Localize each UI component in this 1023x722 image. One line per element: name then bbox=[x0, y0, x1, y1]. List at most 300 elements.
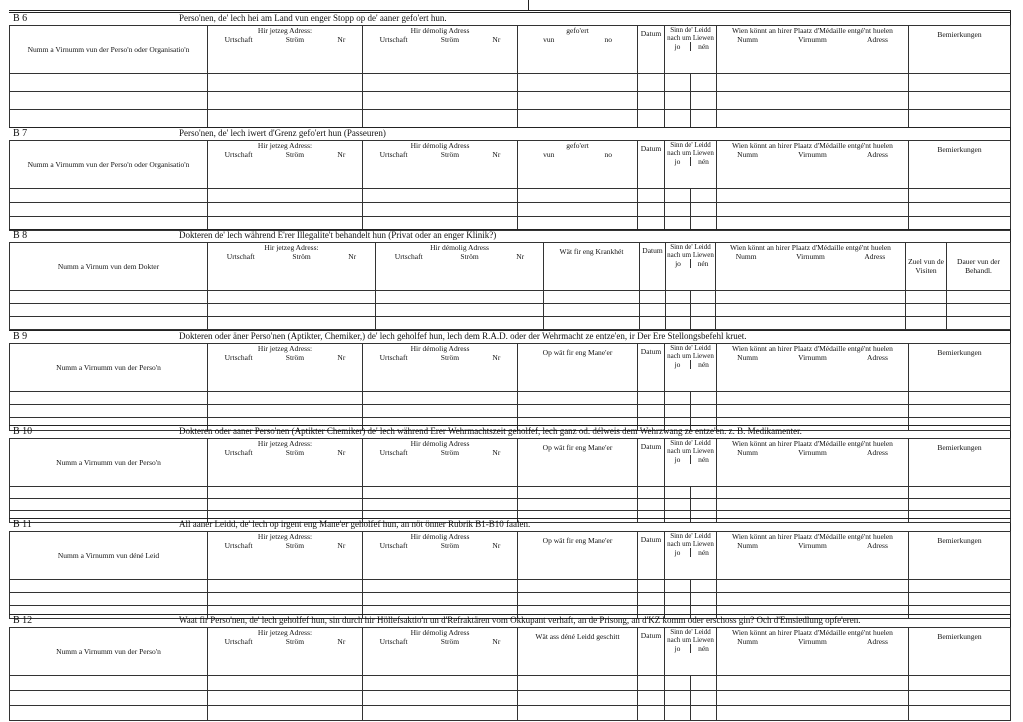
header-former-address bbox=[363, 26, 518, 74]
header-life-danger bbox=[666, 243, 716, 291]
entry-cell[interactable] bbox=[10, 676, 208, 691]
entry-cell[interactable] bbox=[208, 405, 363, 418]
entry-cell[interactable] bbox=[376, 317, 544, 330]
entry-cell[interactable] bbox=[638, 392, 665, 405]
entry-cell[interactable] bbox=[363, 392, 518, 405]
section-title: Perso'nen, de' lech iwert d'Grenz gefo'ert hun (Passeuren) bbox=[179, 128, 386, 138]
section-title: Perso'nen, de' lech hei am Land vun enger Stopp op de' aaner gefo'ert hun. bbox=[179, 13, 447, 23]
entry-cell[interactable] bbox=[717, 405, 909, 418]
section-header bbox=[9, 12, 1011, 24]
entry-cell[interactable] bbox=[10, 691, 208, 706]
header-remarks bbox=[909, 439, 1011, 487]
entry-cell[interactable] bbox=[208, 392, 363, 405]
entry-cell[interactable] bbox=[947, 291, 1011, 304]
entry-cell[interactable] bbox=[638, 676, 665, 691]
entry-cell[interactable] bbox=[665, 676, 717, 691]
entry-cell[interactable] bbox=[665, 499, 717, 511]
entry-cell[interactable] bbox=[665, 392, 717, 405]
entry-cell[interactable] bbox=[638, 706, 665, 721]
surname-label: Numm bbox=[737, 541, 758, 550]
street-label: Ström bbox=[440, 637, 460, 646]
entry-cell[interactable] bbox=[363, 691, 518, 706]
entry-cell[interactable] bbox=[10, 291, 208, 304]
entry-cell[interactable] bbox=[10, 304, 208, 317]
entry-cell[interactable] bbox=[665, 203, 717, 217]
entry-cell[interactable] bbox=[638, 580, 665, 593]
header-life-danger bbox=[665, 532, 717, 580]
firstname-label: Virnumm bbox=[798, 353, 827, 362]
entry-cell[interactable] bbox=[544, 317, 640, 330]
locality-label: Urtschaft bbox=[224, 35, 253, 44]
entry-cell[interactable] bbox=[638, 92, 665, 110]
entry-cell[interactable] bbox=[208, 487, 363, 499]
entry-cell[interactable] bbox=[10, 405, 208, 418]
surname-label: Numm bbox=[737, 35, 758, 44]
header-middle bbox=[518, 532, 638, 580]
yes-label: jo bbox=[665, 42, 691, 51]
entry-cell[interactable] bbox=[906, 291, 947, 304]
locality-label: Urtschaft bbox=[379, 35, 408, 44]
address-label: Adress bbox=[867, 150, 888, 159]
no-label: nén bbox=[697, 259, 709, 268]
former-address-label: Hir démolig Adress bbox=[410, 141, 470, 150]
medal-label: Wien könnt an hirer Plaatz d'Médaille entgé'nt huelen bbox=[730, 243, 891, 252]
section-code: B 12 bbox=[13, 615, 33, 626]
header-current-address bbox=[208, 26, 363, 74]
entry-cell[interactable] bbox=[363, 92, 518, 110]
surname-label: Numm bbox=[737, 637, 758, 646]
entry-cell[interactable] bbox=[666, 317, 716, 330]
entry-cell[interactable] bbox=[10, 110, 208, 128]
entry-cell[interactable] bbox=[638, 110, 665, 128]
entry-cell[interactable] bbox=[906, 304, 947, 317]
street-label: Ström bbox=[440, 541, 460, 550]
section-title: Dokteren de' lech während E'rer Illegalite't behandelt hun (Privat oder an enger Klinik?) bbox=[179, 230, 497, 240]
header-remarks bbox=[909, 532, 1011, 580]
entry-cell[interactable] bbox=[717, 92, 909, 110]
entry-cell[interactable] bbox=[665, 487, 717, 499]
header-medal bbox=[717, 26, 909, 74]
street-label: Ström bbox=[460, 252, 479, 261]
yes-label: jo bbox=[665, 157, 691, 166]
street-label: Ström bbox=[440, 353, 460, 362]
middle-label: Op wät fir eng Mane'er bbox=[542, 348, 613, 357]
entry-cell[interactable] bbox=[906, 317, 947, 330]
number-label: Nr bbox=[492, 448, 501, 457]
section-header bbox=[9, 127, 1011, 139]
locality-label: Urtschaft bbox=[224, 448, 253, 457]
entry-cell[interactable] bbox=[10, 487, 208, 499]
entry-cell[interactable] bbox=[208, 593, 363, 606]
remarks-label: Bemierkungen bbox=[937, 145, 982, 154]
no-label: nén bbox=[698, 157, 709, 166]
medal-label: Wien könnt an hirer Plaatz d'Médaille entgé'nt huelen bbox=[732, 344, 893, 353]
header-life-danger bbox=[665, 141, 717, 189]
entry-cell[interactable] bbox=[363, 110, 518, 128]
locality-label: Urtschaft bbox=[379, 637, 408, 646]
section-title: Dokteren oder aaner Perso'nen (Aptikter Chemiker) de' lech während Erer Wehrmachtszeit geholfef, lech ganz od. délweis dem Wehrzwang ze entze'en. z. B. Medikamenter. bbox=[179, 426, 802, 436]
entry-cell[interactable] bbox=[717, 203, 909, 217]
entry-cell[interactable] bbox=[638, 203, 665, 217]
entry-cell[interactable] bbox=[363, 499, 518, 511]
entry-cell[interactable] bbox=[208, 499, 363, 511]
medal-label: Wien könnt an hirer Plaatz d'Médaille entgé'nt huelen bbox=[732, 141, 893, 150]
life-danger-label: Sinn de' Leidd nach um Liewen bbox=[667, 141, 714, 157]
entry-cell[interactable] bbox=[10, 580, 208, 593]
entry-cell[interactable] bbox=[909, 92, 1011, 110]
entry-cell[interactable] bbox=[208, 706, 363, 721]
entry-cell[interactable] bbox=[638, 691, 665, 706]
no-label: nén bbox=[698, 42, 709, 51]
entry-cell[interactable] bbox=[665, 189, 717, 203]
life-danger-label: Sinn de' Leidd nach um Liewen bbox=[667, 243, 714, 259]
locality-label: Urtschaft bbox=[224, 150, 253, 159]
entry-cell[interactable] bbox=[376, 291, 544, 304]
header-visits bbox=[906, 243, 947, 291]
entry-cell[interactable] bbox=[363, 593, 518, 606]
no-label: nén bbox=[698, 455, 709, 464]
entry-cell[interactable] bbox=[909, 499, 1011, 511]
entry-cell[interactable] bbox=[208, 110, 363, 128]
entry-cell[interactable] bbox=[518, 499, 638, 511]
header-date bbox=[638, 141, 665, 189]
header-duration bbox=[947, 243, 1011, 291]
life-danger-label: Sinn de' Leidd nach um Liewen bbox=[667, 628, 714, 644]
number-label: Nr bbox=[337, 541, 346, 550]
entry-cell[interactable] bbox=[518, 580, 638, 593]
entry-cell[interactable] bbox=[363, 676, 518, 691]
surname-label: Numm bbox=[737, 448, 758, 457]
entry-cell[interactable] bbox=[717, 74, 909, 92]
locality-label: Urtschaft bbox=[379, 150, 408, 159]
entry-cell[interactable] bbox=[665, 74, 717, 92]
first-column-label: Numm a Virnumm vun der Perso'n bbox=[56, 363, 161, 372]
number-label: Nr bbox=[492, 353, 501, 362]
entry-cell[interactable] bbox=[716, 304, 906, 317]
entry-cell[interactable] bbox=[518, 487, 638, 499]
date-label: Datum bbox=[640, 144, 662, 153]
first-column-label: Numm a Virnumm vun der Perso'n oder Organisatio'n bbox=[27, 160, 190, 169]
header-former-address bbox=[363, 439, 518, 487]
middle-label: Wät fir eng Krankhét bbox=[559, 247, 624, 256]
entry-cell[interactable] bbox=[10, 706, 208, 721]
current-address-label: Hir jetzeg Adress: bbox=[257, 26, 313, 35]
entry-cell[interactable] bbox=[665, 706, 717, 721]
entry-cell[interactable] bbox=[717, 499, 909, 511]
section-table bbox=[9, 242, 1011, 330]
entry-cell[interactable] bbox=[363, 74, 518, 92]
header-remarks bbox=[909, 628, 1011, 676]
entry-cell[interactable] bbox=[909, 392, 1011, 405]
entry-cell[interactable] bbox=[638, 189, 665, 203]
section-code: B 6 bbox=[13, 13, 28, 24]
entry-cell[interactable] bbox=[10, 593, 208, 606]
header-name bbox=[10, 628, 208, 676]
locality-label: Urtschaft bbox=[379, 353, 408, 362]
middle-label: Op wät fir eng Mane'er bbox=[542, 443, 613, 452]
entry-cell[interactable] bbox=[376, 304, 544, 317]
life-danger-label: Sinn de' Leidd nach um Liewen bbox=[667, 532, 714, 548]
entry-cell[interactable] bbox=[363, 487, 518, 499]
entry-cell[interactable] bbox=[10, 203, 208, 217]
address-label: Adress bbox=[867, 353, 888, 362]
entry-cell[interactable] bbox=[363, 706, 518, 721]
header-current-address bbox=[208, 628, 363, 676]
former-address-label: Hir démolig Adress bbox=[430, 243, 489, 252]
firstname-label: Virnumm bbox=[798, 448, 827, 457]
remarks-label: Bemierkungen bbox=[937, 348, 982, 357]
header-date bbox=[638, 344, 665, 392]
header-middle bbox=[518, 439, 638, 487]
entry-cell[interactable] bbox=[518, 74, 638, 92]
remarks-label: Bemierkungen bbox=[937, 30, 982, 39]
entry-cell[interactable] bbox=[717, 593, 909, 606]
entry-cell[interactable] bbox=[518, 110, 638, 128]
yes-label: jo bbox=[665, 360, 691, 369]
entry-cell[interactable] bbox=[909, 593, 1011, 606]
entry-cell[interactable] bbox=[638, 405, 665, 418]
entry-cell[interactable] bbox=[909, 706, 1011, 721]
header-middle bbox=[518, 344, 638, 392]
header-current-address bbox=[208, 344, 363, 392]
entry-cell[interactable] bbox=[363, 580, 518, 593]
entry-cell[interactable] bbox=[909, 203, 1011, 217]
first-column-label: Numm a Virnumm vun déné Leid bbox=[57, 551, 160, 560]
entry-cell[interactable] bbox=[208, 74, 363, 92]
section-code: B 9 bbox=[13, 331, 28, 342]
entry-cell[interactable] bbox=[666, 291, 716, 304]
surname-label: Numm bbox=[737, 150, 758, 159]
entry-cell[interactable] bbox=[665, 405, 717, 418]
section-header bbox=[9, 425, 1011, 437]
header-former-address bbox=[363, 141, 518, 189]
address-label: Adress bbox=[867, 448, 888, 457]
header-current-address bbox=[208, 141, 363, 189]
first-column-label: Numm a Virnum vun dem Dokter bbox=[57, 262, 160, 271]
header-life-danger bbox=[665, 439, 717, 487]
entry-cell[interactable] bbox=[717, 580, 909, 593]
firstname-label: Virnumm bbox=[798, 541, 827, 550]
header-name bbox=[10, 26, 208, 74]
entry-cell[interactable] bbox=[717, 487, 909, 499]
section-code: B 7 bbox=[13, 128, 28, 139]
entry-cell[interactable] bbox=[10, 317, 208, 330]
yes-label: jo bbox=[665, 455, 691, 464]
header-middle bbox=[518, 26, 638, 74]
entry-cell[interactable] bbox=[947, 304, 1011, 317]
duration-label: Dauer vun der Behandl. bbox=[957, 257, 1000, 275]
number-label: Nr bbox=[337, 35, 346, 44]
entry-cell[interactable] bbox=[208, 676, 363, 691]
header-former-address bbox=[363, 628, 518, 676]
locality-label: Urtschaft bbox=[224, 353, 253, 362]
header-name bbox=[10, 141, 208, 189]
date-label: Datum bbox=[640, 347, 662, 356]
street-label: Ström bbox=[440, 448, 460, 457]
entry-cell[interactable] bbox=[208, 189, 363, 203]
entry-cell[interactable] bbox=[666, 304, 716, 317]
header-middle bbox=[518, 628, 638, 676]
header-medal bbox=[716, 243, 906, 291]
entry-cell[interactable] bbox=[518, 676, 638, 691]
entry-cell[interactable] bbox=[717, 392, 909, 405]
current-address-label: Hir jetzeg Adress: bbox=[257, 439, 313, 448]
header-remarks bbox=[909, 344, 1011, 392]
entry-cell[interactable] bbox=[208, 691, 363, 706]
former-address-label: Hir démolig Adress bbox=[410, 532, 470, 541]
to-label: no bbox=[604, 35, 612, 44]
entry-cell[interactable] bbox=[544, 304, 640, 317]
yes-label: jo bbox=[665, 644, 691, 653]
former-address-label: Hir démolig Adress bbox=[410, 26, 470, 35]
entry-cell[interactable] bbox=[10, 74, 208, 92]
firstname-label: Virnumm bbox=[798, 35, 827, 44]
remarks-label: Bemierkungen bbox=[937, 536, 982, 545]
entry-cell[interactable] bbox=[717, 189, 909, 203]
street-label: Ström bbox=[285, 448, 305, 457]
firstname-label: Virnumm bbox=[798, 150, 827, 159]
entry-cell[interactable] bbox=[208, 291, 376, 304]
entry-cell[interactable] bbox=[909, 676, 1011, 691]
address-label: Adress bbox=[867, 35, 888, 44]
entry-cell[interactable] bbox=[363, 405, 518, 418]
entry-cell[interactable] bbox=[518, 593, 638, 606]
date-label: Datum bbox=[640, 29, 662, 38]
entry-cell[interactable] bbox=[10, 92, 208, 110]
entry-cell[interactable] bbox=[640, 304, 666, 317]
section-table bbox=[9, 438, 1011, 523]
surname-label: Numm bbox=[735, 252, 757, 261]
header-date bbox=[638, 26, 665, 74]
entry-cell[interactable] bbox=[909, 691, 1011, 706]
top-border bbox=[9, 10, 1011, 11]
locality-label: Urtschaft bbox=[224, 541, 253, 550]
top-tick bbox=[528, 0, 529, 10]
section-header bbox=[9, 229, 1011, 241]
entry-cell[interactable] bbox=[716, 317, 906, 330]
entry-cell[interactable] bbox=[909, 487, 1011, 499]
former-address-label: Hir démolig Adress bbox=[410, 628, 470, 637]
entry-cell[interactable] bbox=[208, 304, 376, 317]
entry-cell[interactable] bbox=[947, 317, 1011, 330]
entry-cell[interactable] bbox=[518, 189, 638, 203]
yes-label: jo bbox=[665, 548, 691, 557]
section-header bbox=[9, 330, 1011, 342]
surname-label: Numm bbox=[737, 353, 758, 362]
entry-cell[interactable] bbox=[518, 92, 638, 110]
medal-label: Wien könnt an hirer Plaatz d'Médaille entgé'nt huelen bbox=[732, 26, 893, 35]
number-label: Nr bbox=[337, 448, 346, 457]
life-danger-label: Sinn de' Leidd nach um Liewen bbox=[667, 344, 714, 360]
locality-label: Urtschaft bbox=[224, 637, 253, 646]
entry-cell[interactable] bbox=[208, 580, 363, 593]
header-medal bbox=[717, 344, 909, 392]
entry-cell[interactable] bbox=[208, 92, 363, 110]
entry-cell[interactable] bbox=[665, 110, 717, 128]
entry-cell[interactable] bbox=[717, 691, 909, 706]
entry-cell[interactable] bbox=[665, 580, 717, 593]
entry-cell[interactable] bbox=[10, 189, 208, 203]
address-label: Adress bbox=[867, 637, 888, 646]
header-current-address bbox=[208, 532, 363, 580]
entry-cell[interactable] bbox=[638, 593, 665, 606]
entry-cell[interactable] bbox=[909, 74, 1011, 92]
no-label: nén bbox=[698, 548, 709, 557]
entry-cell[interactable] bbox=[363, 189, 518, 203]
entry-cell[interactable] bbox=[10, 499, 208, 511]
entry-cell[interactable] bbox=[909, 580, 1011, 593]
section-code: B 10 bbox=[13, 426, 33, 437]
entry-cell[interactable] bbox=[544, 291, 640, 304]
entry-cell[interactable] bbox=[640, 291, 666, 304]
header-date bbox=[638, 439, 665, 487]
header-middle bbox=[518, 141, 638, 189]
header-name bbox=[10, 243, 208, 291]
address-label: Adress bbox=[864, 252, 886, 261]
entry-cell[interactable] bbox=[716, 291, 906, 304]
no-label: nén bbox=[698, 360, 709, 369]
entry-cell[interactable] bbox=[640, 317, 666, 330]
entry-cell[interactable] bbox=[909, 189, 1011, 203]
date-label: Datum bbox=[640, 442, 662, 451]
entry-cell[interactable] bbox=[363, 203, 518, 217]
entry-cell[interactable] bbox=[518, 691, 638, 706]
section-table bbox=[9, 531, 1011, 619]
section-code: B 8 bbox=[13, 230, 28, 241]
number-label: Nr bbox=[337, 637, 346, 646]
no-label: nén bbox=[698, 644, 709, 653]
from-label: vun bbox=[543, 35, 555, 44]
street-label: Ström bbox=[285, 541, 305, 550]
header-name bbox=[10, 439, 208, 487]
entry-cell[interactable] bbox=[665, 691, 717, 706]
number-label: Nr bbox=[492, 35, 501, 44]
entry-cell[interactable] bbox=[638, 74, 665, 92]
entry-cell[interactable] bbox=[638, 487, 665, 499]
entry-cell[interactable] bbox=[665, 593, 717, 606]
entry-cell[interactable] bbox=[208, 317, 376, 330]
entry-cell[interactable] bbox=[638, 499, 665, 511]
entry-cell[interactable] bbox=[717, 110, 909, 128]
section-table bbox=[9, 140, 1011, 231]
number-label: Nr bbox=[348, 252, 357, 261]
entry-cell[interactable] bbox=[10, 392, 208, 405]
number-label: Nr bbox=[337, 353, 346, 362]
entry-cell[interactable] bbox=[665, 92, 717, 110]
date-label: Datum bbox=[640, 535, 662, 544]
firstname-label: Virnumm bbox=[796, 252, 825, 261]
entry-cell[interactable] bbox=[717, 676, 909, 691]
entry-cell[interactable] bbox=[208, 203, 363, 217]
street-label: Ström bbox=[440, 35, 460, 44]
number-label: Nr bbox=[516, 252, 525, 261]
visits-label: Zuel vun de Visiten bbox=[908, 257, 944, 275]
former-address-label: Hir démolig Adress bbox=[410, 344, 470, 353]
header-remarks bbox=[909, 141, 1011, 189]
section-code: B 11 bbox=[13, 519, 32, 530]
entry-cell[interactable] bbox=[518, 203, 638, 217]
to-label: no bbox=[604, 150, 612, 159]
entry-cell[interactable] bbox=[909, 405, 1011, 418]
medal-label: Wien könnt an hirer Plaatz d'Médaille entgé'nt huelen bbox=[732, 532, 893, 541]
entry-cell[interactable] bbox=[518, 392, 638, 405]
remarks-label: Bemierkungen bbox=[937, 443, 982, 452]
entry-cell[interactable] bbox=[717, 706, 909, 721]
first-column-label: Numm a Virnumm vun der Perso'n oder Organisatio'n bbox=[27, 45, 190, 54]
entry-cell[interactable] bbox=[909, 110, 1011, 128]
entry-cell[interactable] bbox=[518, 405, 638, 418]
entry-cell[interactable] bbox=[518, 706, 638, 721]
